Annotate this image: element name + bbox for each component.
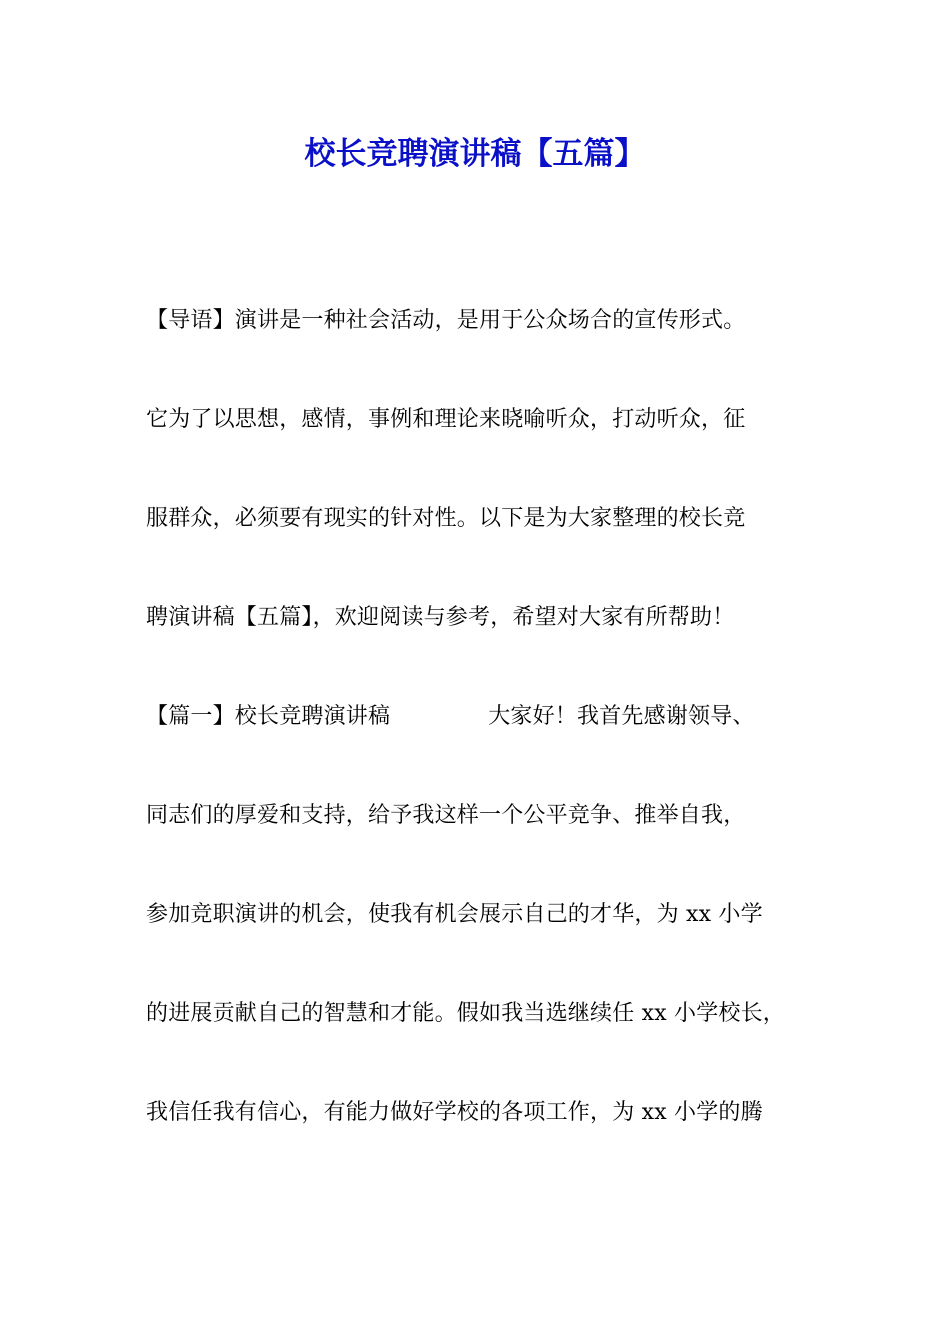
section-heading-line [146,691,836,790]
body-line-7: 参加竞职演讲的机会，使我有机会展示自己的才华，为 xx 小学 [146,902,763,927]
document-body [146,295,836,1186]
body-line-4: 聘演讲稿【五篇】，欢迎阅读与参考，希望对大家有所帮助！ [146,605,735,630]
body-line-1: 【导语】演讲是一种社会活动，是用于公众场合的宣传形式。 [146,308,746,333]
body-line-2: 它为了以思想，感情，事例和理论来晓喻听众，打动听众，征 [146,407,746,432]
body-line-9: 我信任我有信心，有能力做好学校的各项工作，为 xx 小学的腾 [146,1100,763,1125]
section-first-text: 大家好！我首先感谢领导、 [488,704,755,729]
document-title: 校长竞聘演讲稿【五篇】 [304,136,646,172]
section-heading: 【篇一】校长竞聘演讲稿 [146,704,391,729]
body-line-6: 同志们的厚爱和支持，给予我这样一个公平竞争、推举自我， [146,803,746,828]
body-line-8: 的进展贡献自己的智慧和才能。假如我当选继续任 xx 小学校长， [146,1001,786,1026]
body-line-3: 服群众，必须要有现实的针对性。以下是为大家整理的校长竞 [146,506,746,531]
